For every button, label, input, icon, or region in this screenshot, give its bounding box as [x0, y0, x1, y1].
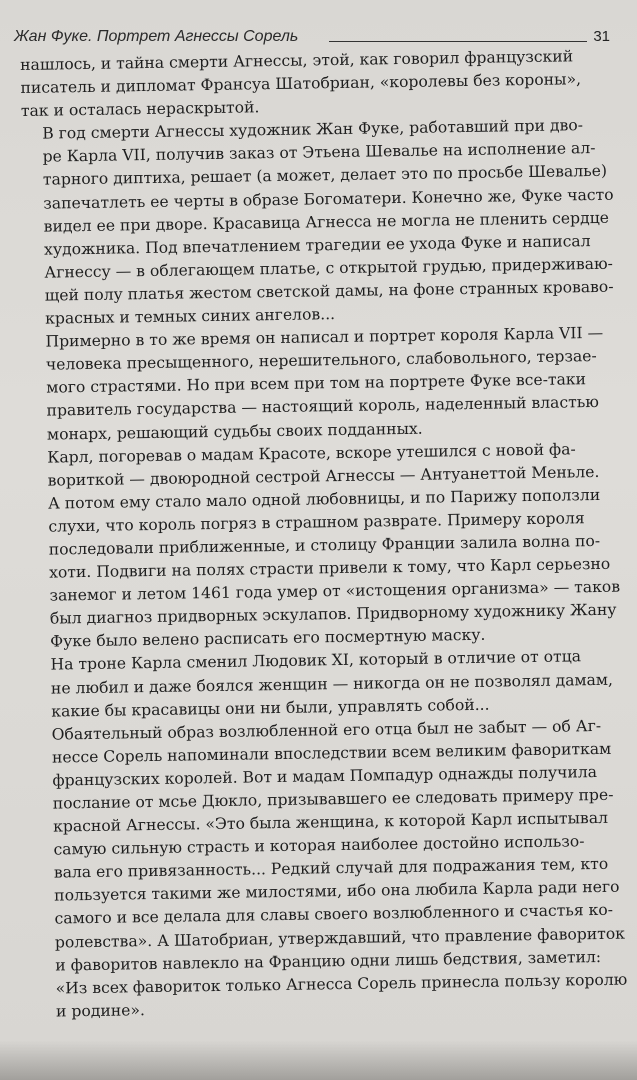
- header-rule: [329, 41, 587, 42]
- text-line: Карл, погоревав о мадам Красоте, вскоре утешился с новой фа-: [47, 439, 576, 467]
- text-line: самого и все делала для славы своего возлюбленного и счастья ко-: [54, 901, 614, 929]
- text-line: пользуется такими же милостями, ибо она любила Карла ради него: [54, 878, 620, 905]
- paragraph: [24, 322, 614, 447]
- text-line: писатель и дипломат Франсуа Шатобриан, «королевы без короны»,: [20, 70, 582, 98]
- text-line: хоти. Подвиги на полях страсти привели к тому, что Карл серьезно: [49, 554, 611, 582]
- text-line: так и осталась нераскрытой.: [20, 98, 260, 121]
- paragraph: [20, 45, 609, 124]
- text-line: слухи, что король погряз в страшном разврате. Примеру короля: [48, 509, 585, 536]
- paragraph: [29, 645, 618, 724]
- text-line: какие бы красавицы они ни были, управлять собой...: [51, 695, 490, 721]
- text-line: художника. Под впечатлением трагедии ее ухода Фуке и написал: [43, 231, 591, 259]
- text-line: щей полу платья жестом светской дамы, на фоне странных кроваво-: [44, 277, 614, 305]
- text-line: вориткой — двоюродной сестрой Агнессы — Антуанеттой Меньле.: [47, 462, 600, 490]
- text-line: вала его привязанность... Редкий случай для подражания тем, кто: [53, 855, 609, 882]
- page-number: 31: [593, 28, 610, 45]
- text-line: ролевства». А Шатобриан, утверждавший, что правление фавориток: [54, 924, 626, 952]
- text-line: А потом ему стало мало одной любовницы, и по Парижу поползли: [47, 485, 601, 513]
- text-line: В год смерти Агнессы художник Жан Фуке, работавший при дво-: [42, 116, 584, 143]
- text-line: нессе Сорель напоминали впоследствии всем великим фавориткам: [51, 739, 612, 767]
- paragraph: [21, 114, 612, 331]
- text-line: монарх, решающий судьбы своих подданных.: [46, 419, 423, 444]
- page-edge-shadow: [0, 1040, 637, 1080]
- text-line: ре Карла VII, получив заказ от Этьена Шевалье на исполнение ал-: [42, 139, 596, 167]
- text-line: Обаятельный образ возлюбленной его отца был не забыт — об Аг-: [51, 716, 602, 744]
- paragraph: [31, 714, 628, 1023]
- paragraph: [26, 437, 621, 654]
- text-line: На троне Карла сменил Людовик XI, который в отличие от отца: [50, 647, 582, 675]
- text-line: мого страстями. Но при всем при том на портрете Фуке все-таки: [46, 370, 587, 397]
- text-line: правитель государства — настоящий король, наделенный властью: [46, 393, 599, 421]
- text-line: видел ее при дворе. Красавица Агнесса не могла не пленить сердце: [43, 208, 610, 236]
- text-line: тарного диптиха, решает (а может, делает это по просьбе Шевалье): [42, 162, 608, 190]
- text-line: Фуке было велено расписать его посмертную маску.: [50, 626, 486, 651]
- body-text: [20, 45, 628, 1024]
- text-line: занемог и летом 1461 года умер от «истощения организма» — таков: [49, 577, 621, 605]
- text-line: не любил и даже боялся женщин — никогда он не позволял дамам,: [50, 670, 614, 698]
- text-line: «Из всех фавориток только Агнесса Сорель принесла пользу королю: [55, 970, 628, 998]
- text-line: и родине».: [55, 1001, 146, 1021]
- text-line: последовали приближенные, и столицу Франции залила волна по-: [48, 531, 601, 559]
- text-line: человека пресыщенного, нерешительного, слабовольного, терзае-: [45, 347, 597, 374]
- text-line: и фаворитов навлекло на Францию одни лишь бедствия, заметил:: [55, 947, 602, 975]
- text-line: был диагноз придворных эскулапов. Придворному художнику Жану: [49, 600, 617, 628]
- running-title: Жан Фуке. Портрет Агнессы Сорель: [14, 28, 299, 45]
- text-line: запечатлеть ее черты в образе Богоматери. Конечно же, Фуке часто: [43, 185, 614, 213]
- text-line: французских королей. Вот и мадам Помпадур однажды получила: [52, 762, 598, 790]
- text-line: нашлось, и тайна смерти Агнессы, этой, как говорил французский: [20, 47, 574, 74]
- text-line: послание от мсье Дюкло, призывавшего ее следовать примеру пре-: [52, 785, 614, 813]
- text-line: красных и темных синих ангелов...: [45, 305, 336, 328]
- text-line: красной Агнессы. «Это была женщина, к которой Карл испытывал: [52, 808, 609, 836]
- text-line: Примерно в то же время он написал и портрет короля Карла VII —: [45, 324, 604, 351]
- text-line: самую сильную страсть и которая наиболее достойно использо-: [53, 832, 585, 859]
- text-line: Агнессу — в облегающем платье, с открытой грудью, придерживаю-: [44, 254, 613, 282]
